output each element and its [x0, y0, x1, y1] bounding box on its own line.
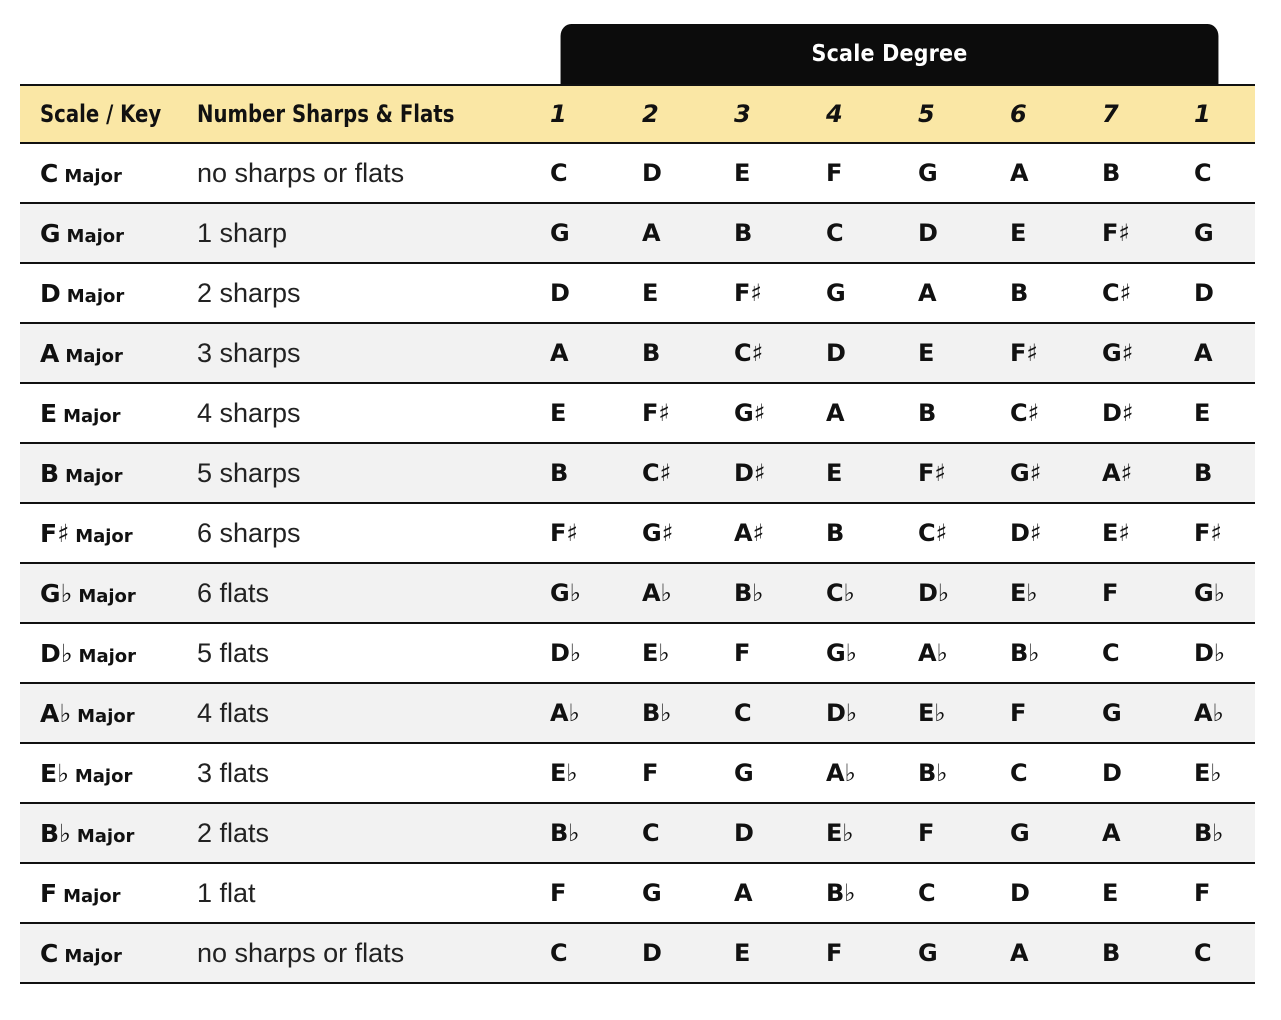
major-label: Major [78, 645, 137, 667]
scale-note: G♯ [632, 503, 724, 563]
scale-note: C [816, 203, 908, 263]
scale-note: B [632, 323, 724, 383]
scale-note: D [632, 143, 724, 203]
scale-note: A♯ [724, 503, 816, 563]
key-name: F♯ [40, 518, 70, 548]
header-degree-1: 1 [540, 85, 632, 143]
scale-note: G [1000, 803, 1092, 863]
scale-note: E [1000, 203, 1092, 263]
scale-note: E♭ [1184, 743, 1255, 803]
scale-note: D [908, 203, 1000, 263]
scale-note: A [540, 323, 632, 383]
scale-note: G [632, 863, 724, 923]
accidental-count: no sharps or flats [197, 923, 540, 983]
scale-note: A♭ [632, 563, 724, 623]
scale-note: B♭ [1000, 623, 1092, 683]
scale-note: D♭ [1184, 623, 1255, 683]
header-degree-4: 4 [816, 85, 908, 143]
scale-note: A♭ [908, 623, 1000, 683]
key-cell [20, 623, 197, 683]
accidental-count: 3 flats [197, 743, 540, 803]
scale-note: B [908, 383, 1000, 443]
scale-note: E♭ [632, 623, 724, 683]
table-row [20, 263, 1255, 323]
header-degree-5: 5 [908, 85, 1000, 143]
table-row [20, 743, 1255, 803]
accidental-count: 1 sharp [197, 203, 540, 263]
scale-note: F♯ [908, 443, 1000, 503]
major-label: Major [78, 585, 136, 607]
major-label: Major [66, 225, 125, 247]
header-row [20, 85, 1255, 143]
scale-note: E [540, 383, 632, 443]
scale-note: E [1092, 863, 1184, 923]
accidental-count: 5 sharps [197, 443, 540, 503]
table-row [20, 323, 1255, 383]
major-label: Major [63, 885, 121, 907]
scale-note: C [1092, 623, 1184, 683]
key-name: C [40, 938, 59, 968]
scale-note: G [1092, 683, 1184, 743]
scale-note: D [632, 923, 724, 983]
scale-note: A [724, 863, 816, 923]
key-name: A♭ [40, 698, 72, 728]
scale-note: E♯ [1092, 503, 1184, 563]
scale-note: B♭ [816, 863, 908, 923]
scale-note: D♭ [908, 563, 1000, 623]
major-label: Major [76, 825, 135, 847]
scale-note: B [816, 503, 908, 563]
key-name: D [40, 278, 61, 308]
accidental-count: 2 flats [197, 803, 540, 863]
header-degree-3: 3 [724, 85, 816, 143]
scale-note: F [632, 743, 724, 803]
scale-note: C [632, 803, 724, 863]
scale-note: C [1000, 743, 1092, 803]
scale-note: C♯ [632, 443, 724, 503]
scale-note: C [540, 143, 632, 203]
key-cell [20, 503, 197, 563]
scale-note: F♯ [1184, 503, 1255, 563]
scale-note: E♭ [1000, 563, 1092, 623]
scale-note: G [908, 923, 1000, 983]
scale-note: D♯ [724, 443, 816, 503]
key-cell [20, 203, 197, 263]
table-row [20, 203, 1255, 263]
scale-note: F♯ [540, 503, 632, 563]
scale-note: B♭ [540, 803, 632, 863]
header-degree-2: 2 [632, 85, 724, 143]
scale-note: A [816, 383, 908, 443]
scale-note: F [724, 623, 816, 683]
scale-note: F [908, 803, 1000, 863]
scale-note: A [1184, 323, 1255, 383]
scale-note: E [908, 323, 1000, 383]
major-label: Major [75, 525, 133, 547]
major-label: Major [65, 345, 123, 367]
scale-note: E [1184, 383, 1255, 443]
scale-note: E [724, 923, 816, 983]
scale-note: A♯ [1092, 443, 1184, 503]
scale-note: A♭ [816, 743, 908, 803]
key-name: B♭ [40, 818, 71, 848]
accidental-count: 2 sharps [197, 263, 540, 323]
scale-table [20, 84, 1255, 984]
scale-note: A [632, 203, 724, 263]
key-cell [20, 863, 197, 923]
scale-note: A [1000, 923, 1092, 983]
scale-note: D [1184, 263, 1255, 323]
scale-note: C [1184, 143, 1255, 203]
scale-note: G [724, 743, 816, 803]
scale-note: C♯ [908, 503, 1000, 563]
table-row [20, 383, 1255, 443]
scale-note: B [1000, 263, 1092, 323]
major-label: Major [77, 705, 135, 727]
scale-note: F♯ [1000, 323, 1092, 383]
table-row [20, 563, 1255, 623]
scale-note: B [1092, 923, 1184, 983]
scale-note: G [1184, 203, 1255, 263]
table-row [20, 503, 1255, 563]
scale-note: B♭ [724, 563, 816, 623]
key-name: E♭ [40, 758, 69, 788]
key-cell [20, 443, 197, 503]
accidental-count: no sharps or flats [197, 143, 540, 203]
scale-note: E [632, 263, 724, 323]
table-row [20, 803, 1255, 863]
table-body [20, 143, 1255, 983]
major-label: Major [65, 465, 123, 487]
scale-note: E [724, 143, 816, 203]
scale-note: C♭ [816, 563, 908, 623]
scale-note: D [1092, 743, 1184, 803]
scale-note: A♭ [1184, 683, 1255, 743]
table-row [20, 863, 1255, 923]
scale-note: B♭ [1184, 803, 1255, 863]
scale-note: B [724, 203, 816, 263]
key-cell [20, 323, 197, 383]
scale-note: G♭ [540, 563, 632, 623]
table-row [20, 923, 1255, 983]
major-label: Major [74, 765, 133, 787]
header-scale-key: Scale / Key [20, 85, 197, 143]
key-cell [20, 683, 197, 743]
scale-note: B [1092, 143, 1184, 203]
scale-note: E♭ [908, 683, 1000, 743]
scale-note: C [724, 683, 816, 743]
scale-note: D [816, 323, 908, 383]
scale-note: G♯ [1000, 443, 1092, 503]
scale-note: F [1184, 863, 1255, 923]
key-cell [20, 563, 197, 623]
scale-note: D♯ [1092, 383, 1184, 443]
scale-note: G [540, 203, 632, 263]
scale-note: G♭ [816, 623, 908, 683]
key-cell [20, 143, 197, 203]
key-cell [20, 743, 197, 803]
scale-note: F [816, 143, 908, 203]
table-row [20, 443, 1255, 503]
key-name: C [40, 158, 59, 188]
scale-note: C [908, 863, 1000, 923]
header-degree-7: 7 [1092, 85, 1184, 143]
key-name: E [40, 398, 58, 428]
scale-note: G [816, 263, 908, 323]
table-row [20, 683, 1255, 743]
scale-note: E♭ [540, 743, 632, 803]
key-name: D♭ [40, 638, 73, 668]
scale-note: B♭ [632, 683, 724, 743]
scale-note: D♭ [816, 683, 908, 743]
accidental-count: 5 flats [197, 623, 540, 683]
header-number-sharps-flats: Number Sharps & Flats [197, 85, 540, 143]
major-label: Major [66, 285, 125, 307]
scale-note: B♭ [908, 743, 1000, 803]
scale-note: F♯ [1092, 203, 1184, 263]
accidental-count: 1 flat [197, 863, 540, 923]
scale-note: F♯ [724, 263, 816, 323]
scale-note: E♭ [816, 803, 908, 863]
key-cell [20, 923, 197, 983]
accidental-count: 4 sharps [197, 383, 540, 443]
scale-note: F [1092, 563, 1184, 623]
scale-note: F♯ [632, 383, 724, 443]
key-name: B [40, 458, 60, 488]
scale-note: F [1000, 683, 1092, 743]
scale-note: C♯ [724, 323, 816, 383]
scale-note: D [540, 263, 632, 323]
accidental-count: 6 flats [197, 563, 540, 623]
major-label: Major [64, 165, 122, 187]
key-name: F [40, 878, 58, 908]
scale-note: B [540, 443, 632, 503]
scale-note: C♯ [1092, 263, 1184, 323]
key-cell [20, 383, 197, 443]
scale-note: D♯ [1000, 503, 1092, 563]
scale-note: F [540, 863, 632, 923]
scale-note: D♭ [540, 623, 632, 683]
table-row [20, 623, 1255, 683]
scale-note: A [1000, 143, 1092, 203]
scale-degree-banner: Scale Degree [561, 24, 1219, 84]
scale-note: G♯ [724, 383, 816, 443]
scale-note: G♭ [1184, 563, 1255, 623]
major-label: Major [63, 405, 121, 427]
key-cell [20, 263, 197, 323]
scale-note: G [908, 143, 1000, 203]
key-name: A [40, 338, 60, 368]
scale-note: G♯ [1092, 323, 1184, 383]
accidental-count: 3 sharps [197, 323, 540, 383]
major-label: Major [64, 945, 122, 967]
header-degree-8: 1 [1184, 85, 1255, 143]
scale-note: A [1092, 803, 1184, 863]
scale-note: A♭ [540, 683, 632, 743]
scale-note: F [816, 923, 908, 983]
key-name: G [40, 218, 61, 248]
scale-note: C♯ [1000, 383, 1092, 443]
scale-note: D [724, 803, 816, 863]
scale-note: C [540, 923, 632, 983]
accidental-count: 6 sharps [197, 503, 540, 563]
scale-note: C [1184, 923, 1255, 983]
key-cell [20, 803, 197, 863]
header-degree-6: 6 [1000, 85, 1092, 143]
key-name: G♭ [40, 578, 73, 608]
scale-note: B [1184, 443, 1255, 503]
accidental-count: 4 flats [197, 683, 540, 743]
scale-note: D [1000, 863, 1092, 923]
scale-note: E [816, 443, 908, 503]
scale-note: A [908, 263, 1000, 323]
table-row [20, 143, 1255, 203]
